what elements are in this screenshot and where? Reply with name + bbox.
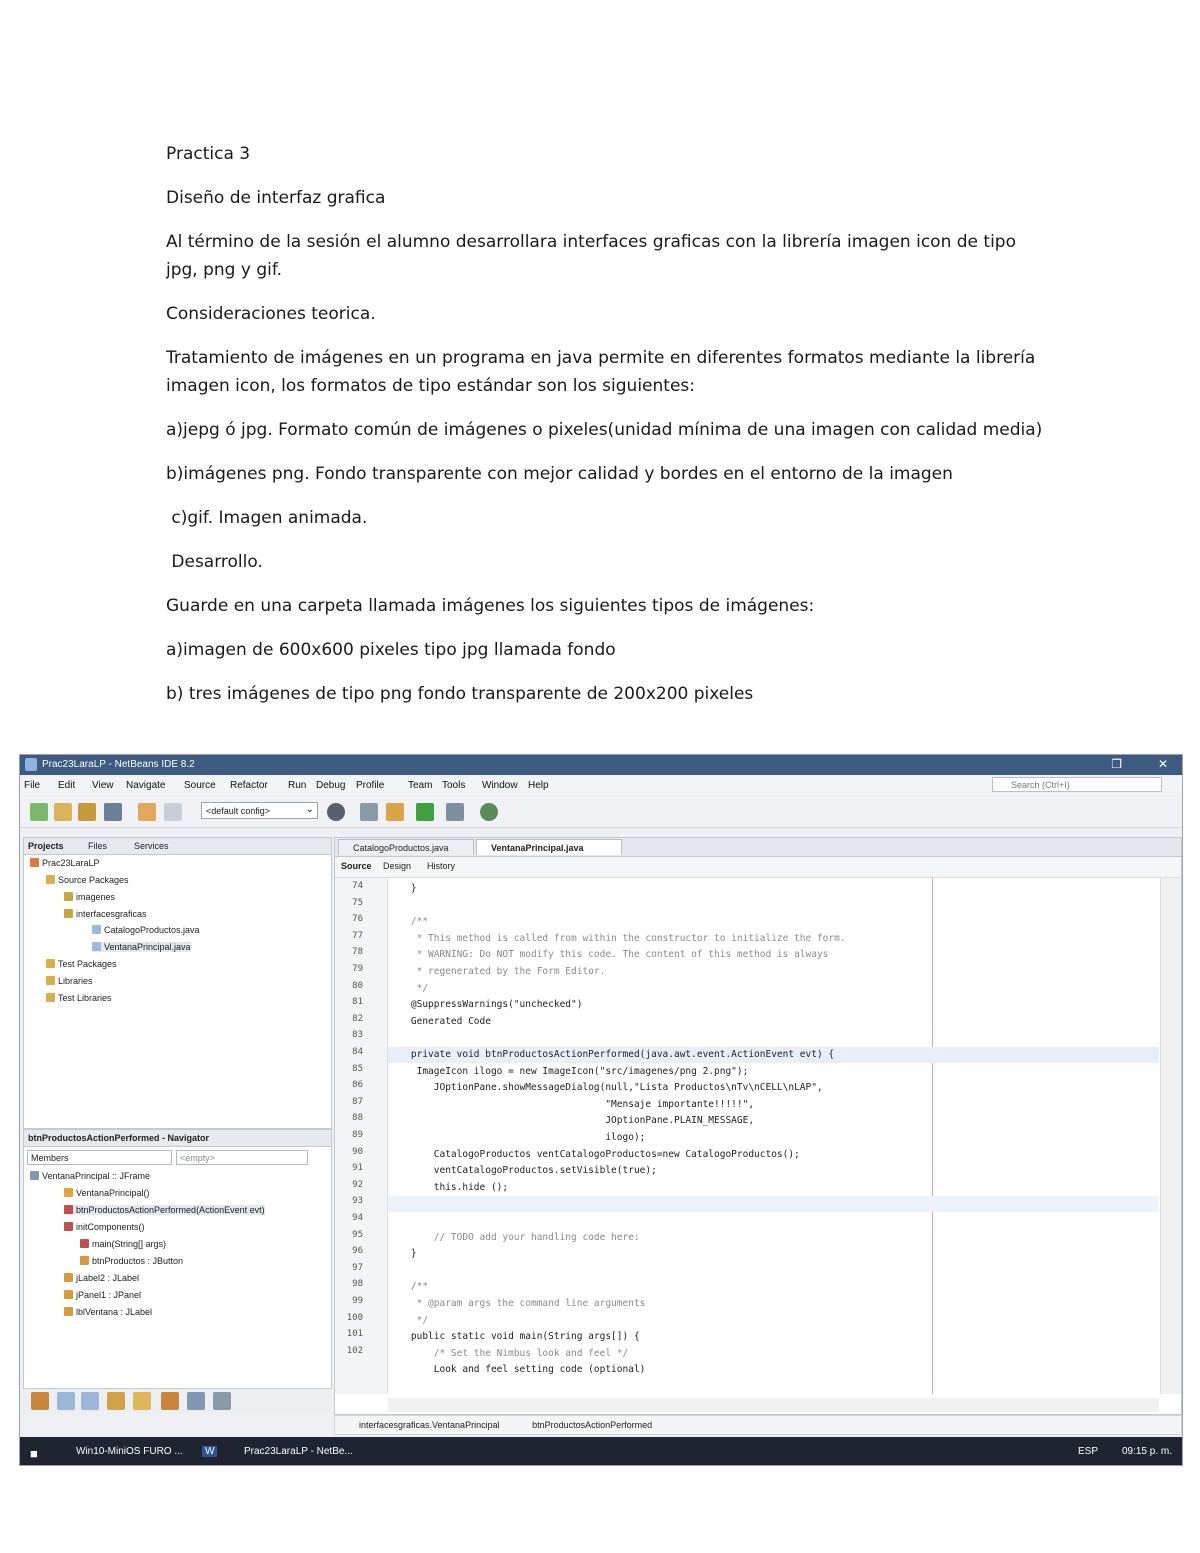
code-line: } — [388, 883, 417, 894]
field-icon — [64, 1307, 73, 1316]
tab-services[interactable]: Services — [134, 841, 169, 851]
save-all-icon[interactable] — [104, 803, 122, 821]
nav-item-main[interactable] — [80, 1239, 166, 1249]
profile-icon[interactable] — [480, 803, 498, 821]
line-number: 93 — [352, 1196, 363, 1207]
tab-projects[interactable]: Projects — [28, 841, 64, 851]
menu-item[interactable]: Debug — [316, 780, 346, 791]
tree-item-project[interactable] — [30, 858, 100, 868]
filter-icon[interactable] — [161, 1392, 179, 1410]
doc-dev-a: a)imagen de 600x600 pixeles tipo jpg llamada fondo — [166, 640, 616, 660]
doc-theory-heading: Consideraciones teorica. — [166, 304, 376, 324]
line-number: 101 — [346, 1329, 363, 1340]
code-line: Look and feel setting code (optional) — [388, 1364, 646, 1376]
folder-icon — [46, 959, 55, 968]
main-toolbar — [20, 797, 1182, 828]
menu-item[interactable]: Help — [528, 780, 549, 791]
filter-icon[interactable] — [213, 1392, 231, 1410]
doc-dev-b: b) tres imágenes de tipo png fondo transparente de 200x200 pixeles — [166, 684, 754, 704]
window-title: Prac23LaraLP - NetBeans IDE 8.2 — [42, 759, 195, 770]
navigator-header — [24, 1130, 331, 1147]
filter-icon[interactable] — [31, 1392, 49, 1410]
doc-theory-text: Tratamiento de imágenes en un programa en java permite en diferentes formatos mediante la librería imagen icon, los formatos de tipo estándar son los siguientes: — [166, 348, 1036, 396]
clean-build-icon[interactable] — [386, 803, 404, 821]
members-filter[interactable]: Members — [27, 1150, 172, 1165]
line-number: 85 — [352, 1063, 363, 1074]
globe-icon[interactable] — [327, 803, 345, 821]
build-icon[interactable] — [360, 803, 378, 821]
menu-item[interactable]: Edit — [58, 780, 76, 791]
code-line: * @param args the command line arguments — [388, 1298, 646, 1309]
nav-item-label2[interactable] — [64, 1273, 139, 1283]
tree-label: Libraries — [58, 976, 93, 986]
doc-item-b: b)imágenes png. Fondo transparente con mejor calidad y bordes en el entorno de la imagen — [166, 464, 953, 484]
code-line: @SuppressWarnings("unchecked") — [388, 999, 583, 1011]
code-line — [388, 1263, 1159, 1279]
breadcrumb-method[interactable]: btnProductosActionPerformed — [532, 1420, 653, 1430]
code-area[interactable] — [388, 878, 1159, 1394]
history-button[interactable]: History — [427, 861, 456, 871]
code-line: this.hide (); — [388, 1181, 509, 1193]
close-icon[interactable]: ✕ — [1157, 757, 1168, 771]
nav-item-action[interactable] — [64, 1205, 265, 1215]
menu-item[interactable]: File — [24, 780, 41, 791]
windows-taskbar — [20, 1437, 1182, 1465]
code-line: JOptionPane.showMessageDialog(null,"Lista Productos\nTv\nCELL\nLAP", — [388, 1082, 823, 1094]
code-line — [388, 1213, 1159, 1229]
code-line: */ — [388, 1314, 429, 1326]
code-line: /* Set the Nimbus look and feel */ — [388, 1347, 629, 1359]
taskbar-item-netbeans[interactable]: Prac23LaraLP - NetBe... — [244, 1446, 353, 1457]
class-icon — [30, 1171, 39, 1180]
line-number: 74 — [352, 881, 363, 891]
breadcrumb-class[interactable]: interfacesgraficas.VentanaPrincipal — [359, 1420, 500, 1430]
line-number: 78 — [352, 947, 363, 958]
line-number: 102 — [346, 1345, 363, 1356]
nav-item-panel[interactable] — [64, 1290, 141, 1300]
line-number: 83 — [352, 1030, 363, 1041]
method-icon — [80, 1239, 89, 1248]
tab-catalogo[interactable]: CatalogoProductos.java — [338, 839, 474, 855]
tree-label: Test Libraries — [58, 993, 112, 1003]
line-number: 77 — [352, 930, 363, 941]
doc-objective: Al término de la sesión el alumno desarrollara interfaces graficas con la librería imagen icon de tipo jpg, png y gif. — [166, 232, 1016, 280]
menu-item[interactable]: Navigate — [126, 780, 166, 791]
package-icon — [64, 892, 73, 901]
menu-item[interactable]: Window — [482, 780, 518, 791]
tree-item-source-packages[interactable] — [46, 875, 129, 885]
line-number: 88 — [352, 1113, 363, 1124]
word-icon[interactable]: W — [202, 1446, 217, 1457]
redo-icon[interactable] — [164, 803, 182, 821]
vertical-scrollbar[interactable] — [1160, 878, 1181, 1394]
taskbar-item-vm[interactable]: Win10-MiniOS FURO ... — [76, 1446, 183, 1457]
line-number: 86 — [352, 1080, 363, 1091]
tree-label: Source Packages — [58, 875, 129, 885]
code-line: JOptionPane.PLAIN_MESSAGE, — [388, 1115, 755, 1127]
code-line: // TODO add your handling code here: — [388, 1231, 640, 1243]
nav-label: jLabel2 : JLabel — [76, 1273, 140, 1283]
line-number: 89 — [352, 1130, 363, 1140]
line-number: 94 — [352, 1213, 363, 1223]
menu-item[interactable]: Tools — [442, 780, 466, 791]
nav-label: VentanaPrincipal :: JFrame — [42, 1171, 151, 1181]
code-line: ventCatalogoProductos.setVisible(true); — [388, 1165, 657, 1177]
nav-item-btn[interactable] — [80, 1256, 183, 1266]
code-line: /** — [388, 916, 429, 928]
method-icon — [64, 1222, 73, 1231]
line-number: 84 — [352, 1047, 363, 1057]
document-body — [166, 140, 1046, 724]
filter-icon[interactable] — [107, 1392, 125, 1410]
code-line — [388, 1196, 1159, 1212]
design-button[interactable]: Design — [383, 861, 412, 871]
run-icon[interactable] — [416, 803, 434, 821]
line-number: 99 — [352, 1296, 363, 1306]
field-icon — [64, 1290, 73, 1299]
tree-item-catalogo[interactable] — [92, 925, 200, 935]
line-number: 80 — [352, 980, 363, 991]
tree-label: imagenes — [76, 892, 116, 902]
code-line: private void btnProductosActionPerformed(java.awt.event.ActionEvent evt) { — [388, 1047, 1159, 1063]
tree-item-test-libraries[interactable] — [46, 993, 112, 1003]
tab-files[interactable]: Files — [88, 841, 108, 851]
folder-icon — [46, 875, 55, 884]
new-file-icon[interactable] — [30, 803, 48, 821]
code-line: CatalogoProductos ventCatalogoProductos=new CatalogoProductos(); — [388, 1148, 800, 1160]
menu-item[interactable]: Run — [288, 780, 307, 791]
doc-item-a: a)jepg ó jpg. Formato común de imágenes o pixeles(unidad mínima de una imagen con calidad media) — [166, 420, 1043, 440]
code-line — [388, 898, 1159, 914]
code-line: * This method is called from within the constructor to initialize the form. — [388, 932, 846, 944]
line-number: 98 — [352, 1279, 363, 1290]
code-line: ImageIcon ilogo = new ImageIcon("src/imagenes/png 2.png"); — [388, 1065, 749, 1077]
doc-dev-text: Guarde en una carpeta llamada imágenes los siguientes tipos de imágenes: — [166, 596, 815, 616]
nav-label: main(String[] args) — [92, 1239, 167, 1249]
windows-start-icon[interactable]: ■ — [30, 1446, 38, 1461]
line-number: 75 — [352, 897, 363, 908]
debug-icon[interactable] — [446, 803, 464, 821]
line-number: 91 — [352, 1163, 363, 1174]
navigator-title: btnProductosActionPerformed - Navigator — [28, 1133, 210, 1143]
doc-subtitle: Diseño de interfaz grafica — [166, 188, 386, 208]
code-line: ilogo); — [388, 1132, 646, 1143]
constructor-icon — [64, 1188, 73, 1197]
menu-item[interactable]: View — [92, 780, 114, 791]
editor-tabs — [335, 838, 1181, 857]
tree-label: interfacesgraficas — [76, 909, 147, 919]
code-line: "Mensaje importante!!!!!", — [388, 1098, 755, 1110]
doc-item-c: c)gif. Imagen animada. — [166, 508, 368, 528]
code-editor — [334, 837, 1182, 1415]
open-project-icon[interactable] — [78, 803, 96, 821]
line-number: 100 — [346, 1312, 363, 1323]
tab-ventana[interactable]: VentanaPrincipal.java — [476, 839, 622, 855]
code-line: /** — [388, 1281, 429, 1293]
nav-label: VentanaPrincipal() — [76, 1188, 150, 1198]
horizontal-scrollbar[interactable] — [388, 1398, 1159, 1412]
line-number: 82 — [352, 1013, 363, 1024]
projects-panel — [23, 837, 332, 1129]
code-line: Generated Code — [388, 1015, 491, 1027]
tree-item-ventana[interactable] — [92, 942, 191, 952]
nav-item-init[interactable] — [64, 1222, 145, 1232]
code-line: public static void main(String args[]) { — [388, 1331, 640, 1343]
menu-item[interactable]: Profile — [356, 780, 385, 791]
line-number: 95 — [352, 1229, 363, 1240]
package-icon — [64, 909, 73, 918]
menu-item[interactable]: Refactor — [230, 780, 268, 791]
java-file-icon — [92, 942, 101, 951]
line-number: 97 — [352, 1262, 363, 1273]
filter-icon[interactable] — [133, 1392, 151, 1410]
tree-item-libraries[interactable] — [46, 976, 93, 986]
doc-dev-heading: Desarrollo. — [166, 552, 263, 572]
line-number: 90 — [352, 1146, 363, 1157]
navigator-empty-combo[interactable]: <empty> — [176, 1150, 308, 1165]
tree-label: CatalogoProductos.java — [104, 925, 200, 935]
java-file-icon — [92, 925, 101, 934]
tray-language[interactable]: ESP — [1077, 1446, 1098, 1457]
window-titlebar — [20, 755, 1182, 775]
nav-label: jPanel1 : JPanel — [76, 1290, 142, 1300]
menu-item[interactable]: Source — [184, 780, 216, 791]
tree-item-imagenes[interactable] — [64, 892, 115, 902]
nav-item-constructor[interactable] — [64, 1188, 150, 1198]
line-number-gutter — [335, 878, 388, 1394]
code-line: * regenerated by the Form Editor. — [388, 966, 606, 977]
filter-icon[interactable] — [81, 1392, 99, 1410]
code-line: } — [388, 1248, 417, 1260]
menu-item[interactable]: Team — [408, 780, 433, 791]
tree-item-interfacesgraficas[interactable] — [64, 909, 147, 919]
netbeans-icon — [25, 758, 37, 771]
filter-icon[interactable] — [187, 1392, 205, 1410]
field-icon — [64, 1273, 73, 1282]
nav-item-lblventana[interactable] — [64, 1307, 152, 1317]
nav-item-class[interactable] — [30, 1171, 150, 1181]
source-button[interactable]: Source — [341, 861, 372, 871]
line-number: 87 — [352, 1096, 363, 1107]
nav-label: btnProductosActionPerformed(ActionEvent evt) — [76, 1205, 265, 1215]
field-icon — [80, 1256, 89, 1265]
line-number: 79 — [352, 964, 363, 974]
filter-icon[interactable] — [57, 1392, 75, 1410]
netbeans-screenshot — [19, 754, 1183, 1466]
undo-icon[interactable] — [138, 803, 156, 821]
navigator-panel — [23, 1129, 332, 1389]
new-project-icon[interactable] — [54, 803, 72, 821]
line-number: 76 — [352, 914, 363, 925]
doc-title: Practica 3 — [166, 144, 251, 164]
code-line: * WARNING: Do NOT modify this code. The content of this method is always — [388, 949, 829, 961]
line-number: 81 — [352, 997, 363, 1008]
config-combo[interactable]: <default config> ⌄ — [201, 802, 318, 819]
folder-icon — [46, 993, 55, 1002]
projects-tabs — [24, 838, 331, 855]
folder-icon — [46, 976, 55, 985]
tree-label: Prac23LaraLP — [42, 858, 100, 868]
tree-item-test-packages[interactable] — [46, 959, 117, 969]
nav-label: initComponents() — [76, 1222, 145, 1232]
method-icon — [64, 1205, 73, 1214]
search-input[interactable]: Search (Ctrl+I) — [992, 777, 1162, 792]
tray-clock[interactable]: 09:15 p. m. — [1121, 1446, 1172, 1457]
nav-label: lblVentana : JLabel — [76, 1307, 153, 1317]
navigator-toolbar — [23, 1389, 330, 1413]
nav-label: btnProductos : JButton — [92, 1256, 184, 1266]
editor-toolbar — [335, 857, 1181, 878]
project-icon — [30, 858, 39, 867]
breadcrumb — [334, 1415, 1182, 1435]
code-line: */ — [388, 982, 429, 994]
line-number: 92 — [352, 1179, 363, 1190]
tree-label: Test Packages — [58, 959, 117, 969]
restore-icon[interactable]: ❐ — [1111, 757, 1122, 771]
tree-label: VentanaPrincipal.java — [104, 942, 191, 952]
line-number: 96 — [352, 1246, 363, 1257]
code-line — [388, 1030, 1159, 1046]
